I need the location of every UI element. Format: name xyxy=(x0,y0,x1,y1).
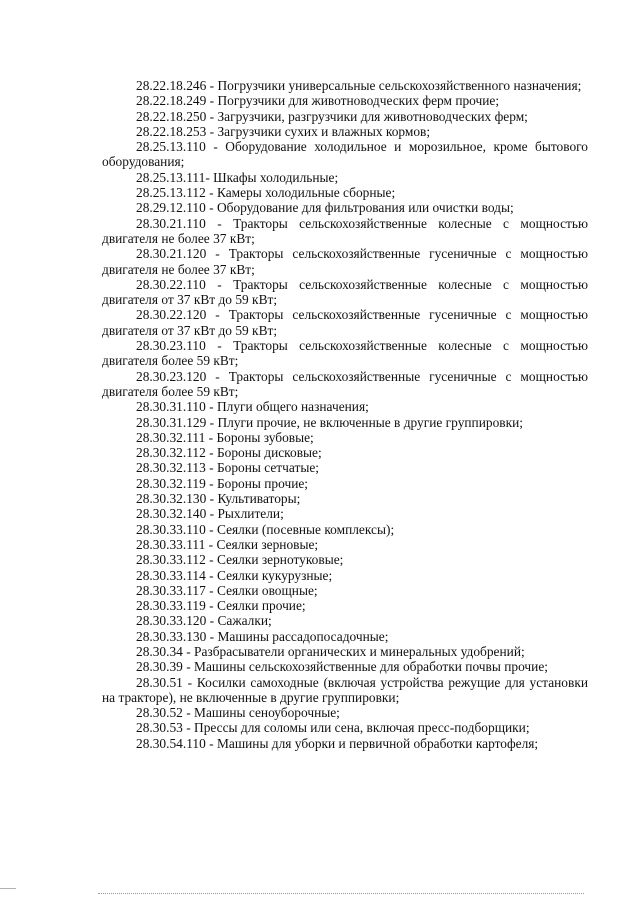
entry-code: 28.30.23.120 xyxy=(136,368,207,384)
entry-separator: - xyxy=(206,368,229,384)
entry-separator: - xyxy=(205,200,217,216)
list-entry xyxy=(102,613,588,628)
entry-text: Культиваторы; xyxy=(217,491,301,507)
entry-text: Машины рассадопосадочные; xyxy=(217,628,389,644)
list-entry xyxy=(102,644,588,659)
entry-code: 28.30.33.117 xyxy=(136,582,206,598)
entry-text: Косилки самоходные (включая устройства режущие для установки на тракторе), не включенные в другие группировки; xyxy=(102,674,588,705)
list-entry xyxy=(102,399,588,414)
list-entry xyxy=(102,568,588,583)
entry-separator: - xyxy=(205,582,217,598)
entry-separator: - xyxy=(206,93,218,109)
entry-code: 28.22.18.246 xyxy=(136,78,207,93)
entry-text: Оборудование для фильтрования или очистки воды; xyxy=(216,200,514,216)
list-entry xyxy=(102,537,588,552)
entry-separator: - xyxy=(205,338,234,354)
entry-separator: - xyxy=(205,460,217,476)
entry-text: Оборудование холодильное и морозильное, кроме бытового оборудования; xyxy=(102,139,588,170)
entry-text: Машины для уборки и первичной обработки картофеля; xyxy=(216,735,539,751)
footer-divider xyxy=(98,893,584,894)
entry-text: Прессы для соломы или сена, включая пресс-подборщики; xyxy=(194,720,530,736)
entry-text: Разбрасыватели органических и минеральных удобрений; xyxy=(194,643,525,659)
list-entry xyxy=(102,109,588,124)
list-entry xyxy=(102,720,588,735)
entry-separator: - xyxy=(206,491,218,507)
entry-text: Тракторы сельскохозяйственные гусеничные с мощностью двигателя от 37 кВт до 59 кВт; xyxy=(102,307,589,338)
entry-text: Бороны зубовые; xyxy=(216,429,314,445)
list-entry xyxy=(102,705,588,720)
entry-separator: - xyxy=(182,643,195,659)
entry-code: 28.30.33.119 xyxy=(136,598,206,614)
entry-text: Сеялки овощные; xyxy=(216,582,318,598)
entry-separator: - xyxy=(205,445,217,461)
entry-text: Сеялки кукурузные; xyxy=(216,567,333,583)
entry-code: 28.30.53 xyxy=(136,720,183,736)
list-entry xyxy=(102,200,588,215)
list-entry xyxy=(102,216,588,247)
entry-separator: - xyxy=(182,705,195,721)
entry-separator: - xyxy=(205,598,217,614)
list-entry xyxy=(102,338,588,369)
entry-code: 28.30.31.110 xyxy=(136,399,206,415)
entry-code: 28.30.33.130 xyxy=(136,628,207,644)
entry-code: 28.30.21.110 xyxy=(136,215,206,231)
entry-code: 28.30.34 xyxy=(136,643,183,659)
entry-code: 28.30.33.111 xyxy=(136,536,206,552)
entry-code: 28.30.31.129 xyxy=(136,414,207,430)
entry-code: 28.30.32.111 xyxy=(136,429,206,445)
entry-text: Плуги общего назначения; xyxy=(216,399,369,415)
list-entry xyxy=(102,78,588,93)
entry-separator: - xyxy=(205,735,217,751)
entry-text: Тракторы сельскохозяйственные колесные с мощностью двигателя более 59 кВт; xyxy=(102,338,588,369)
entry-separator: - xyxy=(182,720,195,736)
entry-separator: - xyxy=(205,536,217,552)
entry-separator: - xyxy=(206,123,218,139)
entry-separator: - xyxy=(205,215,234,231)
list-entry xyxy=(102,583,588,598)
list-entry xyxy=(102,506,588,521)
entry-code: 28.30.33.120 xyxy=(136,613,207,629)
entry-text: Погрузчики для животноводческих ферм прочие; xyxy=(217,93,500,109)
entry-text: Сеялки зерновые; xyxy=(216,536,319,552)
entry-separator: - xyxy=(205,169,214,185)
list-entry xyxy=(102,170,588,185)
list-entry xyxy=(102,460,588,475)
entry-separator: - xyxy=(206,246,229,262)
entry-separator: - xyxy=(205,185,217,201)
entry-separator: - xyxy=(206,628,218,644)
classifier-list xyxy=(102,78,588,751)
entry-text: Машины сеноуборочные; xyxy=(194,705,340,721)
entry-separator: - xyxy=(205,567,217,583)
entry-separator: - xyxy=(205,276,234,292)
entry-separator: - xyxy=(206,307,229,323)
entry-text: Бороны дисковые; xyxy=(216,445,322,461)
entry-separator: - xyxy=(206,506,218,522)
entry-separator: - xyxy=(205,521,217,537)
list-entry xyxy=(102,476,588,491)
list-entry xyxy=(102,552,588,567)
list-entry xyxy=(102,522,588,537)
entry-text: Тракторы сельскохозяйственные гусеничные с мощностью двигателя не более 37 кВт; xyxy=(102,246,589,277)
entry-code: 28.22.18.253 xyxy=(136,123,207,139)
entry-separator: - xyxy=(182,674,197,690)
entry-code: 28.30.22.110 xyxy=(136,276,206,292)
entry-text: Тракторы сельскохозяйственные гусеничные с мощностью двигателя более 59 кВт; xyxy=(102,368,589,399)
list-entry xyxy=(102,307,588,338)
entry-text: Сеялки (посевные комплексы); xyxy=(216,521,395,537)
list-entry xyxy=(102,124,588,139)
entry-separator: - xyxy=(205,429,217,445)
entry-text: Сеялки прочие; xyxy=(216,598,306,614)
entry-code: 28.30.32.112 xyxy=(136,445,206,461)
entry-code: 28.30.32.130 xyxy=(136,491,207,507)
entry-text: Машины сельскохозяйственные для обработки почвы прочие; xyxy=(194,659,548,675)
list-entry xyxy=(102,415,588,430)
entry-separator: - xyxy=(205,399,217,415)
entry-code: 28.30.52 xyxy=(136,705,183,721)
entry-code: 28.22.18.250 xyxy=(136,108,207,124)
entry-text: Сеялки зернотуковые; xyxy=(216,552,344,568)
entry-separator: - xyxy=(206,78,218,93)
list-entry xyxy=(102,93,588,108)
entry-code: 28.30.21.120 xyxy=(136,246,207,262)
list-entry xyxy=(102,445,588,460)
entry-separator: - xyxy=(182,659,195,675)
list-entry xyxy=(102,491,588,506)
entry-separator: - xyxy=(206,414,218,430)
entry-text: Загрузчики, разгрузчики для животноводческих ферм; xyxy=(217,108,528,124)
entry-text: Загрузчики сухих и влажных кормов; xyxy=(217,123,431,139)
entry-code: 28.30.22.120 xyxy=(136,307,207,323)
entry-text: Шкафы холодильные; xyxy=(213,169,339,185)
entry-separator: - xyxy=(205,139,226,155)
entry-separator: - xyxy=(205,552,217,568)
entry-text: Камеры холодильные сборные; xyxy=(216,185,396,201)
entry-code: 28.25.13.111 xyxy=(136,169,206,185)
entry-code: 28.30.23.110 xyxy=(136,338,206,354)
entry-code: 28.30.32.140 xyxy=(136,506,207,522)
entry-code: 28.30.54.110 xyxy=(136,735,206,751)
entry-code: 28.30.33.110 xyxy=(136,521,206,537)
entry-code: 28.22.18.249 xyxy=(136,93,207,109)
entry-text: Плуги прочие, не включенные в другие группировки; xyxy=(217,414,523,430)
entry-text: Погрузчики универсальные сельскохозяйственного назначения; xyxy=(217,78,582,93)
entry-text: Бороны сетчатые; xyxy=(216,460,320,476)
entry-code: 28.30.32.119 xyxy=(136,475,206,491)
list-entry xyxy=(102,598,588,613)
entry-separator: - xyxy=(206,108,218,124)
list-entry xyxy=(102,430,588,445)
entry-separator: - xyxy=(205,475,217,491)
entry-code: 28.30.32.113 xyxy=(136,460,206,476)
list-entry xyxy=(102,139,588,170)
list-entry xyxy=(102,629,588,644)
entry-separator: - xyxy=(206,613,218,629)
scan-edge-mark xyxy=(0,888,16,889)
list-entry xyxy=(102,369,588,400)
list-entry xyxy=(102,246,588,277)
entry-text: Рыхлители; xyxy=(217,506,284,522)
entry-text: Тракторы сельскохозяйственные колесные с мощностью двигателя от 37 кВт до 59 кВт; xyxy=(102,276,588,308)
entry-code: 28.30.39 xyxy=(136,659,183,675)
entry-code: 28.25.13.112 xyxy=(136,185,206,201)
entry-code: 28.30.33.114 xyxy=(136,567,206,583)
list-entry xyxy=(102,736,588,751)
entry-text: Тракторы сельскохозяйственные колесные с мощностью двигателя не более 37 кВт; xyxy=(102,215,588,246)
entry-code: 28.30.51 xyxy=(136,674,183,690)
entry-code: 28.30.33.112 xyxy=(136,552,206,568)
entry-text: Бороны прочие; xyxy=(216,475,309,491)
list-entry xyxy=(102,185,588,200)
entry-code: 28.25.13.110 xyxy=(136,139,206,155)
list-entry xyxy=(102,659,588,674)
entry-text: Сажалки; xyxy=(217,613,272,629)
list-entry xyxy=(102,277,588,308)
entry-code: 28.29.12.110 xyxy=(136,200,206,216)
list-entry xyxy=(102,675,588,706)
